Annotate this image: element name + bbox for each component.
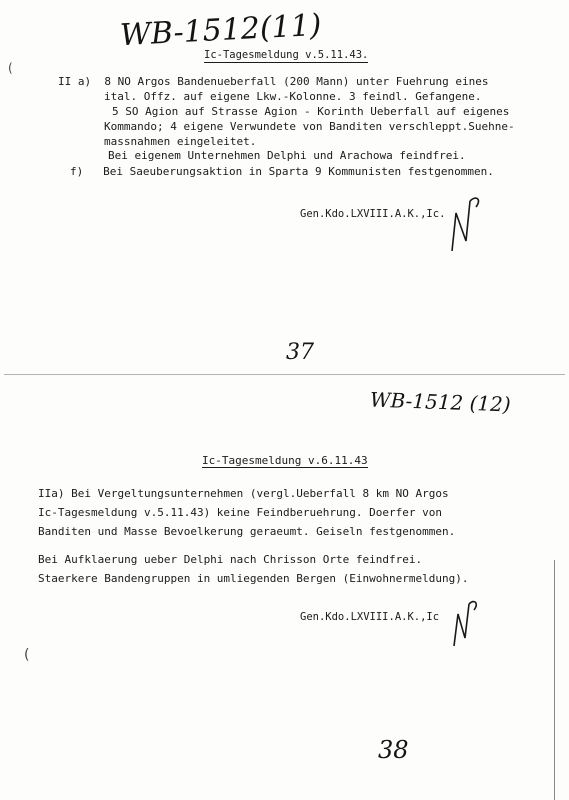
handwritten-initial-1 bbox=[446, 193, 486, 253]
report2-line-4: Bei Aufklaerung ueber Delphi nach Chrisson Orte feindfrei. bbox=[38, 553, 423, 566]
fold-line bbox=[4, 374, 565, 375]
margin-mark: ( bbox=[8, 61, 13, 75]
margin-mark: ( bbox=[24, 647, 30, 663]
report1-title: Ic-Tagesmeldung v.5.11.43. bbox=[204, 49, 369, 61]
archive-stamp-middle: WB-1512 (12) bbox=[369, 387, 512, 417]
archive-stamp-top: WB-1512(11) bbox=[119, 7, 323, 54]
page-edge-line bbox=[554, 560, 555, 800]
report2-line-2: Ic-Tagesmeldung v.5.11.43) keine Feindberuehrung. Doerfer von bbox=[38, 506, 442, 519]
report2-line-3: Banditen und Masse Bevoelkerung geraeumt. Geiseln festgenommen. bbox=[38, 525, 456, 538]
report2-line-1: IIa) Bei Vergeltungsunternehmen (vergl.Ueberfall 8 km NO Argos bbox=[38, 487, 449, 500]
report2-signature: Gen.Kdo.LXVIII.A.K.,Ic bbox=[300, 611, 440, 623]
report1-line-7: f) Bei Saeuberungsaktion in Sparta 9 Kommunisten festgenommen. bbox=[70, 165, 494, 178]
report1-line-3: 5 SO Agion auf Strasse Agion - Korinth Ueberfall auf eigenes bbox=[112, 105, 510, 118]
report1-line-5: massnahmen eingeleitet. bbox=[104, 135, 257, 148]
report2-line-5: Staerkere Bandengruppen in umliegenden Bergen (Einwohnermeldung). bbox=[38, 572, 469, 585]
report1-line-2: ital. Offz. auf eigene Lkw.-Kolonne. 3 feindl. Gefangene. bbox=[104, 90, 482, 103]
report1-line-1: II a) 8 NO Argos Bandenueberfall (200 Mann) unter Fuehrung eines bbox=[58, 75, 489, 88]
report1-line-6: Bei eigenem Unternehmen Delphi und Arachowa feindfrei. bbox=[108, 149, 466, 162]
report2-title: Ic-Tagesmeldung v.6.11.43 bbox=[202, 454, 368, 467]
handwritten-initial-2 bbox=[450, 598, 480, 648]
report1-signature: Gen.Kdo.LXVIII.A.K.,Ic. bbox=[300, 208, 446, 220]
page-number-38: 38 bbox=[378, 736, 409, 764]
report1-line-4: Kommando; 4 eigene Verwundete von Banditen verschleppt.Suehne- bbox=[104, 120, 515, 133]
page-number-37: 37 bbox=[286, 340, 314, 365]
